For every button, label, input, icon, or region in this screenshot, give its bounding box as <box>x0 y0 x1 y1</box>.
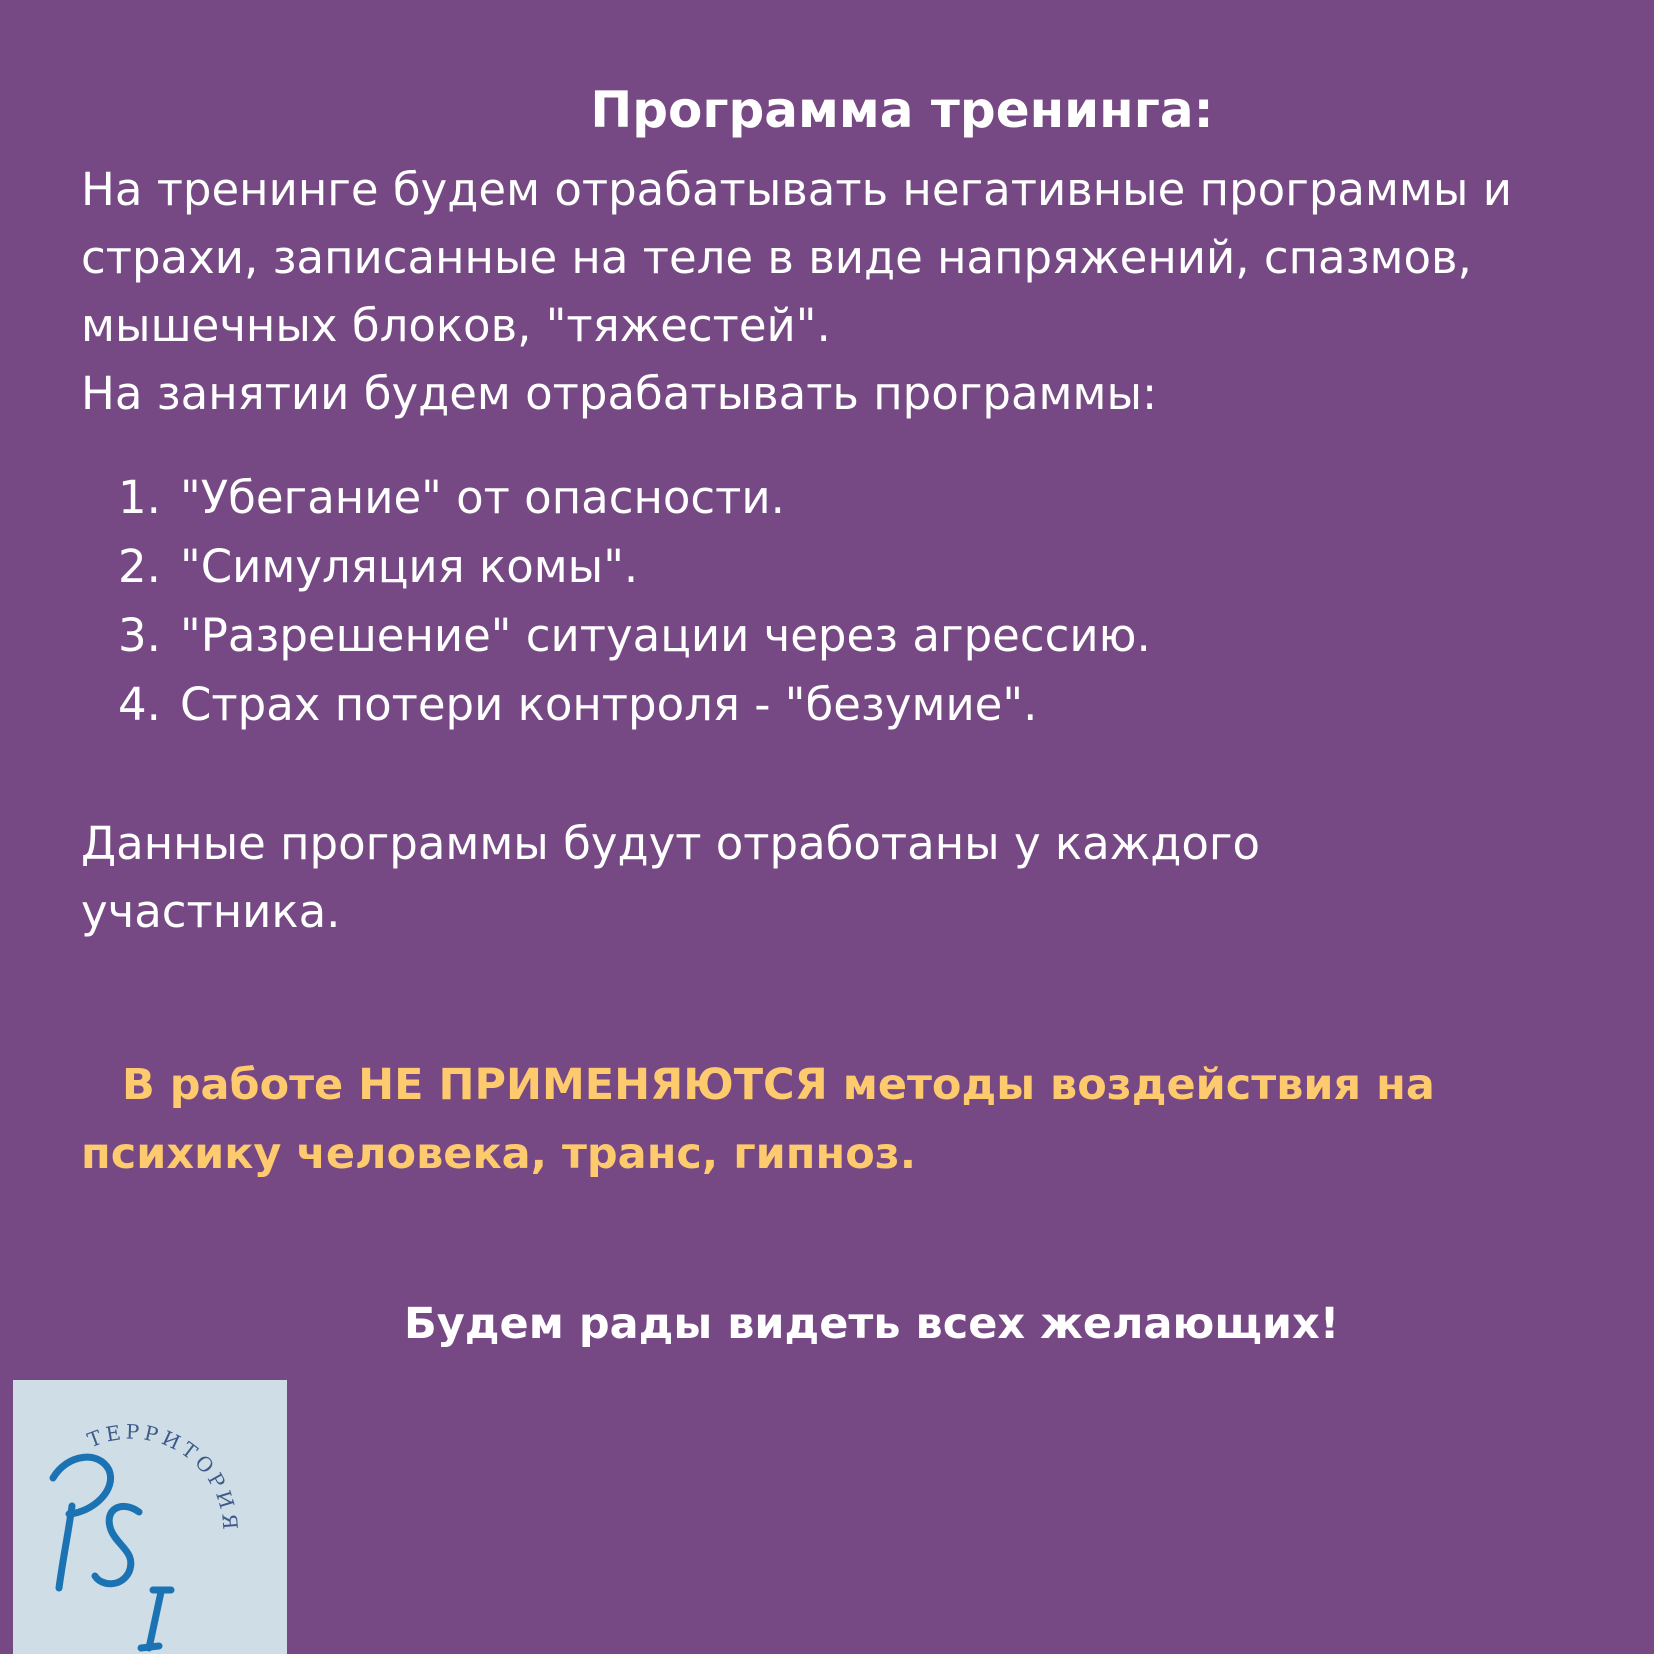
intro-line: страхи, записанные на теле в виде напряжений, спазмов, <box>81 231 1472 284</box>
list-item-number: 4. <box>118 678 161 731</box>
program-list <box>118 463 1151 739</box>
intro-line: На тренинге будем отрабатывать негативные программы и <box>81 163 1512 216</box>
list-item <box>118 532 1151 601</box>
logo-letter-i-foot <box>141 1646 159 1648</box>
list-item <box>118 670 1151 739</box>
list-item-number: 3. <box>118 609 161 662</box>
intro-line: мышечных блоков, "тяжестей". <box>81 299 831 352</box>
logo-letter-p-stem <box>59 1506 72 1588</box>
list-item-number: 1. <box>118 471 161 524</box>
list-item-text: Страх потери контроля - "безумие". <box>180 678 1038 731</box>
warning-note <box>81 1051 1601 1189</box>
summary-line: Данные программы будут отработаны у каждого <box>81 817 1261 870</box>
logo-arc-text: ТЕРРИТОРИЯ <box>84 1419 243 1535</box>
page-title: Программа тренинга: <box>590 81 1214 139</box>
list-item <box>118 601 1151 670</box>
summary-line: участника. <box>81 885 341 938</box>
psi-logo <box>13 1380 287 1654</box>
list-item-number: 2. <box>118 540 161 593</box>
warning-line: психику человека, транс, гипноз. <box>81 1129 917 1179</box>
intro-paragraph <box>81 156 1601 428</box>
list-item-text: "Убегание" от опасности. <box>180 471 785 524</box>
logo-letter-p-bowl <box>53 1457 111 1514</box>
list-item <box>118 463 1151 532</box>
logo-letter-i-stem <box>149 1592 161 1648</box>
closing-line: Будем рады видеть всех желающих! <box>404 1299 1340 1349</box>
intro-line: На занятии будем отрабатывать программы: <box>81 367 1158 420</box>
summary-paragraph <box>81 810 1481 946</box>
list-item-text: "Разрешение" ситуации через агрессию. <box>180 609 1151 662</box>
warning-line: В работе НЕ ПРИМЕНЯЮТСЯ методы воздействия на <box>122 1060 1435 1110</box>
psi-logo-graphic <box>13 1380 287 1654</box>
logo-letter-s <box>95 1506 139 1583</box>
list-item-text: "Симуляция комы". <box>180 540 639 593</box>
